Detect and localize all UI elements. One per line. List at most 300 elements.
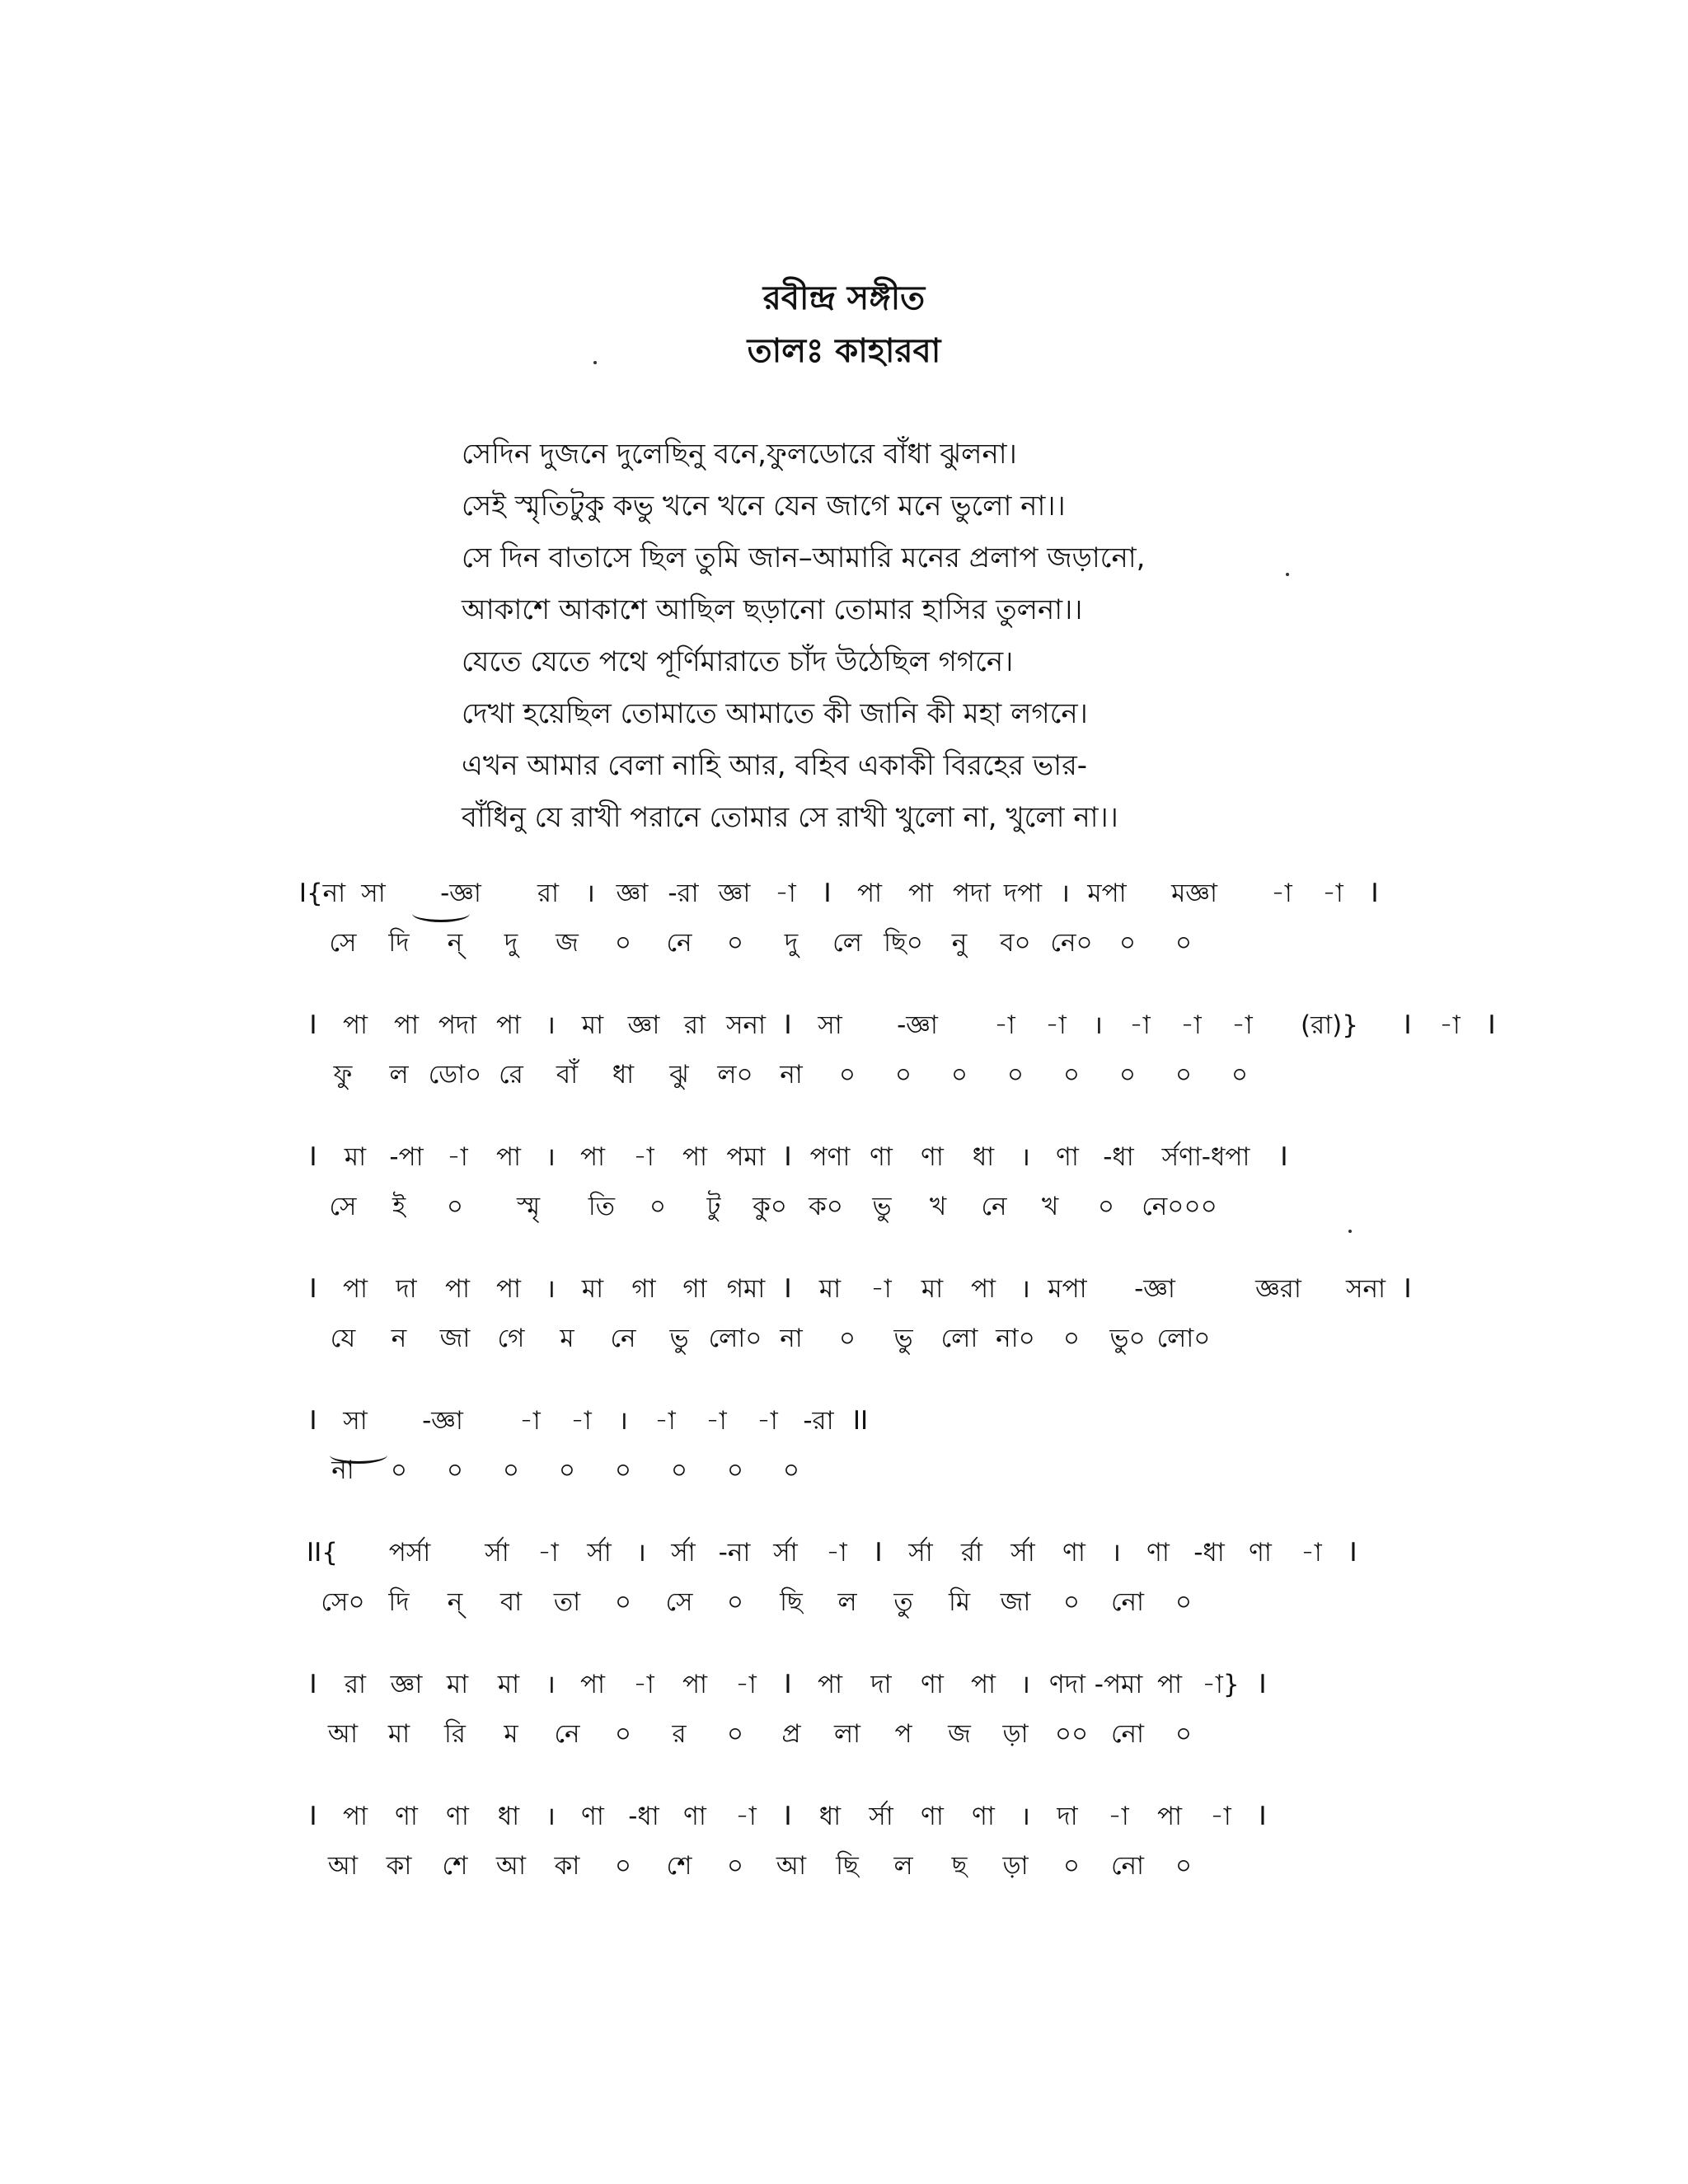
swara-note: মা (497, 1670, 520, 1699)
swara-note: I{না (298, 879, 346, 908)
bar-line: । (585, 879, 595, 908)
swara-note: জ্ঞা (390, 1670, 423, 1699)
lyric-syllable: সে (665, 1587, 693, 1617)
swara-row (297, 1665, 1385, 1714)
lyric-syllable: র (672, 1719, 687, 1749)
bar-line: I (309, 1142, 317, 1172)
bar-line: । (1020, 1802, 1030, 1831)
swara-note: রা (537, 879, 560, 908)
swara-note: ণা (1062, 1538, 1085, 1568)
swara-note: জ্ঞরা (1255, 1274, 1301, 1304)
lyric-syllable: লো০ (1156, 1324, 1211, 1353)
lyric-syllable: ভু (669, 1324, 689, 1353)
lyric-syllable: ০ (446, 1192, 464, 1221)
swara-note: -জ্ঞা (1134, 1274, 1175, 1304)
scan-speck (1348, 1230, 1352, 1233)
lyric-syllable: দি (388, 928, 410, 958)
lyric-syllable: ০ (726, 1587, 744, 1617)
lyric-syllable: নে০ (1050, 928, 1093, 958)
lyric-syllable: ০ (1118, 1060, 1137, 1090)
lyric-syllable: নে (666, 928, 692, 958)
swara-note: -া (633, 1670, 654, 1699)
lyric-syllable: ০ (1231, 1060, 1249, 1090)
lyric-syllable-row (297, 1846, 1385, 1896)
swara-note: গা (631, 1274, 656, 1304)
lyric-syllable: ০ (782, 1455, 800, 1485)
notation-block (297, 1401, 1385, 1500)
notation-block (297, 1533, 1385, 1632)
swara-note: দা (870, 1670, 892, 1699)
swara-note: -া (570, 1406, 592, 1436)
slur-mark (412, 905, 470, 922)
lyric-syllable: লো০ (708, 1324, 762, 1353)
swara-note: র্সা (869, 1802, 893, 1831)
lyric-syllable: প্র (781, 1719, 801, 1749)
swara-note: পা (682, 1142, 708, 1172)
lyric-syllable: নে০০০ (1142, 1192, 1217, 1221)
lyric-syllable: কু০ (753, 1192, 787, 1221)
swara-note: গা (682, 1274, 707, 1304)
bar-line: । (1111, 1538, 1121, 1568)
lyric-syllable: না (331, 1455, 354, 1485)
lyric-syllable: ব০ (1000, 928, 1031, 958)
swara-note: সা (361, 879, 386, 908)
swara-note: মা (818, 1274, 842, 1304)
lyric-syllable: মি (948, 1587, 971, 1617)
swara-note: রা (683, 1010, 706, 1040)
bar-line: I (784, 1010, 792, 1040)
bar-line: I (1404, 1010, 1412, 1040)
swara-note: র্সা (908, 1538, 933, 1568)
lyric-syllable: কা (386, 1851, 412, 1881)
lyric-syllable: ০ (558, 1455, 576, 1485)
lyric-line: আকাশে আকাশে আছিল ছড়ানো তোমার হাসির তুলনা।। (462, 593, 1083, 626)
lyric-syllable: খ (1041, 1192, 1059, 1221)
lyric-syllable: রে (499, 1060, 523, 1090)
swara-note: -া (519, 1406, 541, 1436)
lyric-syllable: দু (784, 928, 799, 958)
lyric-syllable: ফু (333, 1060, 353, 1090)
scan-speck (593, 361, 597, 364)
swara-note: পা (342, 1274, 368, 1304)
lyric-syllable: বাঁ (556, 1060, 579, 1090)
lyric-syllable: ন (391, 1324, 407, 1353)
lyric-syllable: ল (389, 1060, 409, 1090)
lyric-syllable: না০ (996, 1324, 1035, 1353)
swara-note: ণা (1056, 1142, 1079, 1172)
swara-note: পা (817, 1670, 843, 1699)
swara-note: -া (1271, 879, 1292, 908)
swara-note: দা (1057, 1802, 1078, 1831)
lyric-syllable: ০০ (1054, 1719, 1089, 1749)
lyric-syllable: ল (837, 1587, 857, 1617)
swara-note: -া (826, 1538, 847, 1568)
bar-line: I (1259, 1670, 1267, 1699)
lyric-syllable-row (297, 1714, 1385, 1764)
bar-line: I (784, 1670, 792, 1699)
lyric-syllable: ০ (1118, 928, 1137, 958)
lyric-syllable-row (297, 1319, 1385, 1368)
lyric-syllable: ড়া (1002, 1719, 1029, 1749)
lyric-syllable: জা (439, 1324, 471, 1353)
swara-note: II{ (306, 1538, 338, 1568)
lyric-syllable: ০ (726, 928, 744, 958)
lyric-syllable: সে০ (321, 1587, 365, 1617)
swara-note: ণা (972, 1802, 995, 1831)
bar-line: II (852, 1406, 869, 1436)
bar-line: I (1280, 1142, 1288, 1172)
swara-note: ণা (870, 1142, 893, 1172)
lyric-syllable: জ (948, 1719, 971, 1749)
bar-line: I (823, 879, 832, 908)
swara-note: দপা (1003, 879, 1043, 908)
lyric-syllable: নে (981, 1192, 1007, 1221)
swara-note: পা (393, 1010, 420, 1040)
lyric-syllable: আ (776, 1851, 807, 1881)
lyric-syllable: যে (330, 1324, 356, 1353)
swara-row (297, 1269, 1412, 1319)
lyric-syllable: শে (442, 1851, 468, 1881)
swara-note: পা (495, 1274, 522, 1304)
notation-block (297, 1665, 1385, 1764)
lyric-syllable: ০ (1175, 1060, 1193, 1090)
swara-note: ণা (395, 1802, 418, 1831)
swara-note: -া (706, 1406, 727, 1436)
swara-note: র্রা (960, 1538, 983, 1568)
lyric-syllable-row (297, 1451, 1385, 1500)
bar-line: I (1488, 1010, 1496, 1040)
lyric-syllable: ন্ (447, 1587, 463, 1617)
lyric-syllable: ভু (893, 1324, 913, 1353)
lyric-syllable: ছি (780, 1587, 803, 1617)
swara-note: -া (1322, 879, 1343, 908)
swara-note: -া (1129, 1010, 1151, 1040)
bar-line: । (546, 1670, 556, 1699)
lyric-syllable: ০ (1175, 1587, 1193, 1617)
lyric-syllable: ০ (502, 1455, 520, 1485)
lyric-syllable: ০ (1062, 1851, 1081, 1881)
swara-note: পা (495, 1010, 522, 1040)
slur-mark (330, 1446, 387, 1464)
swara-note: ধা (497, 1802, 520, 1831)
lyric-line: বাঁধিনু যে রাখী পরানে তোমার সে রাখী খুলো না, খুলো না।। (462, 801, 1118, 834)
lyric-syllable: রি (444, 1719, 466, 1749)
lyric-syllable: ম (560, 1324, 574, 1353)
swara-note: সা (818, 1010, 842, 1040)
swara-note: ণদা (1048, 1670, 1086, 1699)
swara-note: -জ্ঞা (422, 1406, 463, 1436)
page-title: রবীন্দ্র সঙ্গীত (762, 279, 926, 317)
lyrics-block (462, 429, 1368, 844)
swara-note: ধা (818, 1802, 842, 1831)
lyric-syllable: নে (610, 1324, 636, 1353)
bar-line: I (309, 1670, 317, 1699)
swara-note: জ্ঞা (718, 879, 751, 908)
swara-note: ণা (446, 1802, 469, 1831)
lyric-syllable: বা (499, 1587, 523, 1617)
lyric-syllable: প (894, 1719, 912, 1749)
bar-line: I (309, 1010, 317, 1040)
lyric-syllable: লে (832, 928, 862, 958)
swara-note: -া (775, 879, 796, 908)
bar-line: I (1259, 1802, 1267, 1831)
lyric-syllable: ক০ (809, 1192, 843, 1221)
swara-note: পর্সা (388, 1538, 431, 1568)
bar-line: I (874, 1538, 883, 1568)
lyric-syllable: ০ (1175, 928, 1193, 958)
lyric-syllable: ড়া (1002, 1851, 1029, 1881)
swara-note: -া (757, 1406, 778, 1436)
swara-note: মপা (1087, 879, 1127, 908)
lyric-syllable: ০ (670, 1455, 688, 1485)
lyric-syllable-row (297, 923, 1385, 972)
swara-note: মা (581, 1010, 604, 1040)
swara-note: -ধা (1103, 1142, 1134, 1172)
lyric-syllable: আ (327, 1719, 359, 1749)
swara-note: র্সা (587, 1538, 612, 1568)
swara-note: পা (444, 1274, 471, 1304)
swara-note: জ্ঞা (616, 879, 649, 908)
swara-note: র্সা (1010, 1538, 1035, 1568)
swara-row (297, 1797, 1385, 1846)
lyric-syllable: ছি০ (884, 928, 923, 958)
bar-line: I (1349, 1538, 1357, 1568)
lyric-syllable: ০ (1006, 1060, 1025, 1090)
lyric-line: দেখা হয়েছিল তোমাতে আমাতে কী জানি কী মহা লগনে। (462, 697, 1088, 730)
swara-note: -া (537, 1538, 559, 1568)
swara-note: পা (342, 1802, 368, 1831)
swara-note: পা (856, 879, 883, 908)
swara-note: র্সা (773, 1538, 798, 1568)
swara-note: পা (970, 1274, 996, 1304)
lyric-syllable: ০ (649, 1192, 667, 1221)
lyric-syllable: ন্ (447, 928, 463, 958)
swara-note: পা (682, 1670, 708, 1699)
swara-note: -ধা (628, 1802, 659, 1831)
lyric-syllable: ০ (446, 1455, 464, 1485)
swara-note: পমা (726, 1142, 766, 1172)
swara-note: -রা (803, 1406, 834, 1436)
lyric-syllable: ছ (951, 1851, 968, 1881)
swara-note: র্সা (671, 1538, 696, 1568)
lyric-syllable: ০ (1175, 1719, 1193, 1749)
lyric-syllable: খ (929, 1192, 947, 1221)
lyric-line: সেদিন দুজনে দুলেছিনু বনে,ফুলডোরে বাঁধা ঝুলনা। (462, 438, 1017, 471)
swara-note: রা (344, 1670, 367, 1699)
swara-note: -া (1045, 1010, 1067, 1040)
lyric-syllable: দু (504, 928, 518, 958)
lyric-syllable: ভু০ (1109, 1324, 1146, 1353)
swara-note: পদা (438, 1010, 477, 1040)
scan-speck (1286, 573, 1289, 576)
bar-line: । (1020, 1670, 1030, 1699)
bar-line: । (1020, 1142, 1030, 1172)
lyric-syllable: ০ (1175, 1851, 1193, 1881)
bar-line: I (309, 1274, 317, 1304)
swara-note: -া (1301, 1538, 1322, 1568)
lyric-syllable: শে (666, 1851, 692, 1881)
swara-note: -া (1108, 1802, 1129, 1831)
swara-note: -া (870, 1274, 892, 1304)
swara-note: পা (1156, 1802, 1183, 1831)
lyric-syllable: নে (554, 1719, 580, 1749)
lyric-syllable: ০ (614, 1719, 632, 1749)
swara-note: -পা (389, 1142, 424, 1172)
lyric-syllable: ০ (838, 1060, 856, 1090)
lyric-syllable: লো (940, 1324, 978, 1353)
swara-note: -া (654, 1406, 676, 1436)
swara-note: -া (447, 1142, 468, 1172)
swara-note: দা (396, 1274, 417, 1304)
bar-line: । (1020, 1274, 1030, 1304)
swara-note: -জ্ঞা (440, 879, 481, 908)
lyric-syllable: ০ (614, 1851, 632, 1881)
lyric-syllable: আ (327, 1851, 359, 1881)
lyric-syllable: মা (387, 1719, 410, 1749)
lyric-syllable-row (297, 1582, 1385, 1632)
swara-note: ধা (972, 1142, 995, 1172)
swara-note: -না (718, 1538, 751, 1568)
lyric-syllable: আ (495, 1851, 527, 1881)
lyric-syllable: ছি (836, 1851, 859, 1881)
bar-line: I (309, 1802, 317, 1831)
swara-row (297, 1533, 1385, 1582)
bar-line: I (309, 1406, 317, 1436)
bar-line: । (636, 1538, 646, 1568)
lyric-syllable: গে (497, 1324, 525, 1353)
lyric-syllable: ০ (1062, 1060, 1081, 1090)
notation-block (297, 1797, 1385, 1896)
lyric-syllable: জা (1000, 1587, 1031, 1617)
swara-note: -া (1231, 1010, 1253, 1040)
lyric-syllable: নু (951, 928, 968, 958)
lyric-syllable: কা (554, 1851, 580, 1881)
bar-line: । (1093, 1010, 1103, 1040)
bar-line: I (784, 1274, 792, 1304)
swara-note: গমা (726, 1274, 766, 1304)
swara-note: সনা (726, 1010, 766, 1040)
notation-block (297, 874, 1385, 972)
lyric-syllable: ০ (1097, 1192, 1115, 1221)
swara-note: পা (970, 1670, 996, 1699)
swara-note: পা (495, 1142, 522, 1172)
lyric-syllable: তা (553, 1587, 581, 1617)
lyric-syllable: না (780, 1060, 803, 1090)
swara-note: ণা (1249, 1538, 1272, 1568)
bar-line: I (1371, 879, 1379, 908)
lyric-syllable: ধা (612, 1060, 635, 1090)
swara-note: ণা (921, 1670, 944, 1699)
swara-note: -ধা (1193, 1538, 1225, 1568)
lyric-syllable-row (297, 1187, 1385, 1236)
swara-note: ণা (921, 1142, 944, 1172)
lyric-line: সে দিন বাতাসে ছিল তুমি জান–আমারি মনের প্রলাপ জড়ানো, (462, 541, 1146, 574)
bar-line: । (546, 1142, 556, 1172)
swara-note: -া (1180, 1010, 1202, 1040)
swara-note: মা (344, 1142, 367, 1172)
lyric-line: যেতে যেতে পথে পূর্ণিমারাতে চাঁদ উঠেছিল গগনে। (462, 645, 1014, 678)
lyric-syllable: ০ (614, 928, 632, 958)
notation-block (297, 1137, 1385, 1236)
lyric-syllable: ০ (390, 1455, 408, 1485)
lyric-syllable-row (297, 1055, 1385, 1104)
swara-note: মজ্ঞা (1171, 879, 1217, 908)
lyric-syllable: ভু (872, 1192, 892, 1221)
lyric-syllable: নো (1110, 1851, 1145, 1881)
swara-note: পা (579, 1670, 606, 1699)
lyric-syllable: টু (706, 1192, 721, 1221)
swara-note: সা (343, 1406, 368, 1436)
taal-heading: তালঃ কাহারবা (747, 332, 941, 370)
bar-line: I (784, 1802, 792, 1831)
bar-line: I (1404, 1274, 1412, 1304)
lyric-syllable: ডো০ (428, 1060, 482, 1090)
lyric-syllable: ০ (726, 1719, 744, 1749)
lyric-syllable: ০ (614, 1455, 632, 1485)
swara-note: মা (921, 1274, 944, 1304)
swara-note: (রা)} (1301, 1010, 1358, 1040)
lyric-syllable: ম (504, 1719, 518, 1749)
bar-line: । (546, 1010, 556, 1040)
lyric-syllable: সে (329, 1192, 357, 1221)
swara-row (297, 1005, 1496, 1055)
swara-note: পা (1156, 1670, 1183, 1699)
swara-note: ণা (683, 1802, 706, 1831)
swara-note: পা (579, 1142, 606, 1172)
lyric-syllable: ০ (614, 1587, 632, 1617)
lyric-line: সেই স্মৃতিটুকু কভু খনে খনে যেন জাগে মনে ভুলো না।। (462, 490, 1066, 523)
swara-note: ণা (921, 1802, 944, 1831)
swara-note: -া (735, 1670, 757, 1699)
lyric-syllable: ০ (1062, 1587, 1081, 1617)
swara-note: পা (342, 1010, 368, 1040)
lyric-syllable: ই (392, 1192, 406, 1221)
lyric-syllable: ঝু (669, 1060, 689, 1090)
lyric-line: এখন আমার বেলা নাহি আর, বহিব একাকী বিরহের ভার- (462, 749, 1088, 782)
lyric-syllable: জ (556, 928, 579, 958)
swara-row (297, 1401, 1385, 1451)
lyric-syllable: ০ (726, 1851, 744, 1881)
swara-note: ণা (1146, 1538, 1170, 1568)
lyric-syllable: দি (388, 1587, 410, 1617)
lyric-syllable: নো (1110, 1719, 1145, 1749)
lyric-syllable: ০ (726, 1455, 744, 1485)
swara-note: -া (1439, 1010, 1461, 1040)
swara-note: মা (581, 1274, 604, 1304)
swara-note: পদা (952, 879, 992, 908)
lyric-syllable: লা (833, 1719, 861, 1749)
bar-line: I (784, 1142, 792, 1172)
swara-note: পণা (809, 1142, 851, 1172)
swara-note: -রা (668, 879, 699, 908)
lyric-syllable: তি (588, 1192, 616, 1221)
lyric-syllable: তু (893, 1587, 913, 1617)
swara-note: -পমা (1094, 1670, 1143, 1699)
swara-note: র্সা (485, 1538, 509, 1568)
bar-line: । (546, 1274, 556, 1304)
swara-note: জ্ঞা (627, 1010, 660, 1040)
lyric-syllable: সে (329, 928, 357, 958)
swara-note: মপা (1048, 1274, 1087, 1304)
swara-note: সনা (1346, 1274, 1386, 1304)
swara-note: -া (1210, 1802, 1231, 1831)
bar-line: । (1060, 879, 1070, 908)
swara-note: পা (907, 879, 934, 908)
lyric-syllable: ০ (1062, 1324, 1081, 1353)
swara-note: -া} (1202, 1670, 1240, 1699)
notation-block (297, 1269, 1412, 1368)
swara-note: -জ্ঞা (897, 1010, 938, 1040)
